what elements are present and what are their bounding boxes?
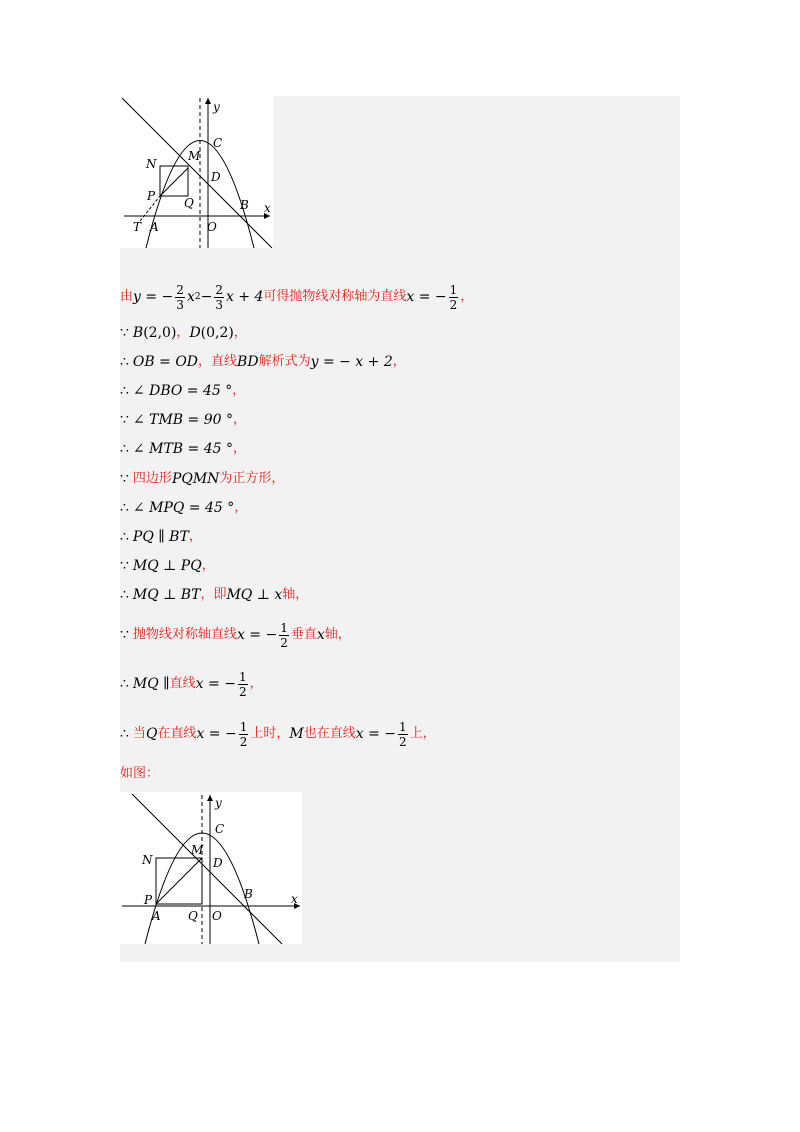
text: ， xyxy=(232,412,246,427)
math: y = − xyxy=(133,289,174,305)
line-4 xyxy=(120,381,245,401)
math: MQ ⊥ PQ xyxy=(132,558,202,574)
because-symbol: ∵ xyxy=(120,412,129,428)
math: − xyxy=(200,289,213,305)
math: ∠ DBO = 45 ° xyxy=(132,383,233,399)
fraction xyxy=(239,720,249,749)
den: 2 xyxy=(239,734,248,749)
math: B xyxy=(132,325,144,341)
line-11 xyxy=(120,585,308,605)
math: ∠ TMB = 90 ° xyxy=(132,412,233,428)
text: 由 xyxy=(120,289,134,304)
fraction xyxy=(214,283,224,312)
fig2-label-A: A xyxy=(152,909,161,923)
fig2-label-N: N xyxy=(142,853,153,867)
fig1-label-x: x xyxy=(264,201,271,215)
den: 2 xyxy=(449,297,458,312)
figure-2 xyxy=(120,792,302,944)
den: 3 xyxy=(215,297,223,312)
math: y = − x + 2 xyxy=(310,354,393,370)
text: ， xyxy=(232,441,246,456)
math: BD xyxy=(237,354,259,370)
den: 2 xyxy=(238,684,247,699)
fig2-label-x: x xyxy=(291,892,298,906)
text: ， xyxy=(232,383,246,398)
because-symbol: ∵ xyxy=(120,471,129,487)
text: 四边形 xyxy=(132,471,172,486)
line-12 xyxy=(120,619,351,651)
fig1-label-M: M xyxy=(188,149,201,163)
text: 上， xyxy=(409,726,436,741)
num: 1 xyxy=(238,669,247,684)
math: x xyxy=(316,627,325,643)
math: PQ ∥ BT xyxy=(132,529,189,545)
num: 2 xyxy=(176,282,184,297)
fig2-label-Q: Q xyxy=(188,909,198,923)
math: x = − xyxy=(196,726,237,742)
fig1-label-A: A xyxy=(150,220,159,234)
num: 1 xyxy=(398,719,407,734)
fraction xyxy=(175,283,185,312)
math: D xyxy=(189,325,201,341)
exponent: 2 xyxy=(194,292,201,302)
fig1-label-D: D xyxy=(211,170,221,184)
fig1-label-T: T xyxy=(133,220,142,234)
math: OB = OD xyxy=(132,354,199,370)
text: 可得抛物线对称轴为直线 xyxy=(263,289,407,304)
fig1-label-Q: Q xyxy=(184,196,194,210)
math: ∠ MPQ = 45 ° xyxy=(132,500,235,516)
therefore-symbol: ∴ xyxy=(120,726,129,742)
text: 为正方形， xyxy=(219,471,285,486)
therefore-symbol: ∴ xyxy=(120,500,129,516)
text: ， xyxy=(233,325,247,340)
line-2 xyxy=(120,323,247,343)
math: ∠ MTB = 45 ° xyxy=(132,441,233,457)
fig1-label-O: O xyxy=(207,220,217,234)
text: 解析式为 xyxy=(258,354,311,369)
fig2-label-D: D xyxy=(213,856,223,870)
text: 上时， xyxy=(250,726,290,741)
math: MQ ∥ xyxy=(132,676,170,692)
fraction xyxy=(449,283,459,312)
fig2-label-M: M xyxy=(191,843,204,857)
text: ， xyxy=(249,676,263,691)
line-7 xyxy=(120,469,284,489)
den: 2 xyxy=(280,635,288,650)
fig2-label-C: C xyxy=(215,822,225,836)
fig2-label-y: y xyxy=(215,796,222,810)
math: MQ ⊥ x xyxy=(226,587,283,603)
text: 如图： xyxy=(120,766,160,781)
fig1-label-y: y xyxy=(213,100,220,114)
text: ， xyxy=(188,529,202,544)
line-10 xyxy=(120,556,215,576)
math: x = − xyxy=(236,627,278,643)
therefore-symbol: ∴ xyxy=(120,441,129,457)
text: ，直线 xyxy=(198,354,238,369)
text: ， xyxy=(176,325,190,340)
math: MQ ⊥ BT xyxy=(132,587,201,603)
num: 1 xyxy=(449,282,458,297)
line-5 xyxy=(120,410,246,430)
text: 直线 xyxy=(169,676,196,691)
line-1 xyxy=(120,282,473,312)
line-9 xyxy=(120,527,202,547)
fig1-label-B: B xyxy=(240,198,249,212)
fraction xyxy=(279,621,289,650)
therefore-symbol: ∴ xyxy=(120,587,129,603)
math: x = − xyxy=(406,289,447,305)
line-14 xyxy=(120,718,436,750)
because-symbol: ∵ xyxy=(120,558,129,574)
line-13 xyxy=(120,668,263,700)
math: Q xyxy=(145,726,158,742)
fig2-label-B: B xyxy=(244,887,253,901)
figure-2-graph xyxy=(120,792,302,944)
therefore-symbol: ∴ xyxy=(120,354,129,370)
den: 3 xyxy=(176,297,184,312)
num: 1 xyxy=(280,620,288,635)
line-15 xyxy=(120,764,159,784)
text: ， xyxy=(234,500,248,515)
fraction xyxy=(238,670,248,699)
figure-1-graph xyxy=(120,96,273,248)
num: 2 xyxy=(215,282,223,297)
text: ，即 xyxy=(200,587,227,602)
text: ， xyxy=(392,354,406,369)
text: ， xyxy=(201,558,215,573)
therefore-symbol: ∴ xyxy=(120,529,129,545)
math: x = − xyxy=(355,726,396,742)
math: PQMN xyxy=(171,471,220,487)
math: (2,0) xyxy=(143,325,177,341)
text: ， xyxy=(460,289,474,304)
fig2-label-P: P xyxy=(144,893,153,907)
figure-1 xyxy=(120,96,273,248)
because-symbol: ∵ xyxy=(120,325,129,341)
therefore-symbol: ∴ xyxy=(120,383,129,399)
text: 轴， xyxy=(282,587,309,602)
den: 2 xyxy=(398,734,407,749)
math: (0,2) xyxy=(200,325,234,341)
fraction xyxy=(398,720,408,749)
math: x = − xyxy=(195,676,236,692)
text: 抛物线对称轴直线 xyxy=(132,627,237,642)
fig1-label-P: P xyxy=(147,189,156,203)
math: x xyxy=(186,289,195,305)
math: M xyxy=(289,726,304,742)
line-8 xyxy=(120,498,247,518)
line-6 xyxy=(120,439,246,459)
text: 也在直线 xyxy=(303,726,356,741)
num: 1 xyxy=(239,719,248,734)
fig1-label-C: C xyxy=(213,136,223,150)
text: 轴， xyxy=(324,627,351,642)
text: 在直线 xyxy=(157,726,197,741)
because-symbol: ∵ xyxy=(120,627,129,643)
math: x + 4 xyxy=(225,289,264,305)
therefore-symbol: ∴ xyxy=(120,676,129,692)
fig2-label-O: O xyxy=(212,909,222,923)
fig1-label-N: N xyxy=(146,157,157,171)
text: 当 xyxy=(132,726,146,741)
text: 垂直 xyxy=(290,627,317,642)
line-3 xyxy=(120,352,406,372)
